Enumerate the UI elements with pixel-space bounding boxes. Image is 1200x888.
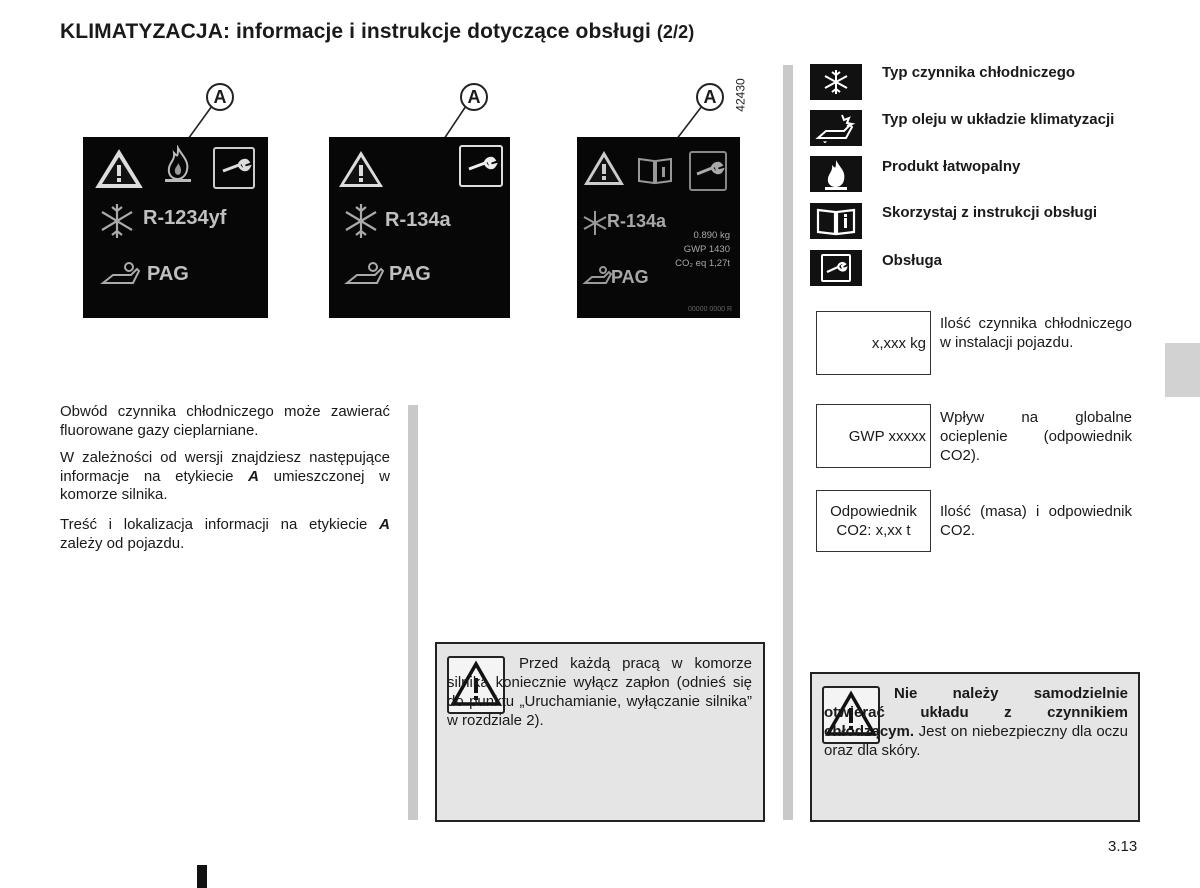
warning-triangle-icon xyxy=(95,149,143,189)
paragraph: Obwód czynnika chłodniczego może zawierać fluorowane gazy cieplarniane. xyxy=(60,403,390,439)
flame-icon xyxy=(161,145,195,183)
warning-text: Nie należy samodzielnie otwierać układu z czynnikiem chłodzącym. Jest on niebezpieczny dla oczu oraz dla skóry. xyxy=(824,685,1128,759)
column-divider xyxy=(408,405,418,820)
snowflake-icon xyxy=(341,201,381,241)
value-description: Ilość czynnika chłodniczego w instalacji pojazdu. xyxy=(940,315,1132,351)
wrench-icon xyxy=(213,147,255,189)
wrench-icon xyxy=(459,145,503,187)
value-box-mass: x,xxx kg xyxy=(816,311,931,375)
registration-mark xyxy=(197,865,207,888)
section-tab xyxy=(1165,343,1200,397)
callout-a: A xyxy=(206,83,234,111)
refrigerant-type: R-1234yf xyxy=(143,207,227,229)
callout-a: A xyxy=(696,83,724,111)
oil-can-icon xyxy=(810,110,862,146)
warning-text: Przed każdą pracą w komorze silnika koniecznie wyłącz zapłon (odnieś się do punktu „Uruchamianie, wyłączanie silnika” w rozdziale 2). xyxy=(447,655,752,729)
refrigerant-type: R-134a xyxy=(385,209,451,231)
warning-box-center xyxy=(435,642,765,822)
flame-icon xyxy=(810,156,862,192)
value-description: Ilość (masa) i odpowiednik CO2. xyxy=(940,503,1132,539)
label-image-3 xyxy=(577,137,740,318)
part-indicator: (2/2) xyxy=(656,22,695,42)
oil-can-icon xyxy=(583,265,613,291)
oil-can-icon xyxy=(343,261,387,293)
paragraph: W zależności od wersji znajdziesz następujące informacje na etykiecie A umieszczonej w komorze silnika. xyxy=(60,449,390,503)
wrench-icon xyxy=(810,250,862,286)
legend-label: Obsługa xyxy=(882,252,943,269)
refrigerant-type: R-134a xyxy=(607,211,667,231)
page-title: KLIMATYZACJA: informacje i instrukcje dotyczące obsługi (2/2) xyxy=(60,20,695,43)
value-box-gwp: GWP xxxxx xyxy=(816,404,931,468)
paragraph: Treść i lokalizacja informacji na etykiecie A zależy od pojazdu. xyxy=(60,516,390,552)
snowflake-icon xyxy=(581,209,609,237)
gwp-value: GWP 1430 xyxy=(683,244,730,255)
refrigerant-mass: 0.890 kg xyxy=(693,230,730,241)
legend-label: Typ oleju w układzie klimatyzacji xyxy=(882,111,1115,128)
value-description: Wpływ na globalne ocieplenie (odpowiednik CO2). xyxy=(940,409,1132,464)
value-box-co2: Odpowiednik CO2: x,xx t xyxy=(816,490,931,552)
warning-triangle-icon xyxy=(582,149,626,187)
warning-triangle-icon xyxy=(337,149,385,189)
oil-type: PAG xyxy=(611,267,649,287)
snowflake-icon xyxy=(97,201,137,241)
callout-a: A xyxy=(460,83,488,111)
manual-book-icon xyxy=(637,155,673,185)
label-image-1 xyxy=(83,137,268,318)
snowflake-icon xyxy=(810,64,862,100)
label-reference: 00000 0000 R xyxy=(688,306,732,313)
warning-box-right xyxy=(810,672,1140,822)
oil-can-icon xyxy=(99,261,143,293)
page-number: 3.13 xyxy=(1108,838,1138,855)
co2-equivalent: CO₂ eq 1,27t xyxy=(675,258,730,269)
figure-code: 42430 xyxy=(733,78,748,112)
legend-label: Skorzystaj z instrukcji obsługi xyxy=(882,204,1098,221)
wrench-icon xyxy=(689,151,727,191)
column-divider xyxy=(783,65,793,820)
legend-label: Typ czynnika chłodniczego xyxy=(882,64,1076,81)
oil-type: PAG xyxy=(389,263,431,285)
manual-book-icon xyxy=(810,203,862,239)
legend-label: Produkt łatwopalny xyxy=(882,158,1021,175)
label-image-2 xyxy=(329,137,510,318)
oil-type: PAG xyxy=(147,263,189,285)
